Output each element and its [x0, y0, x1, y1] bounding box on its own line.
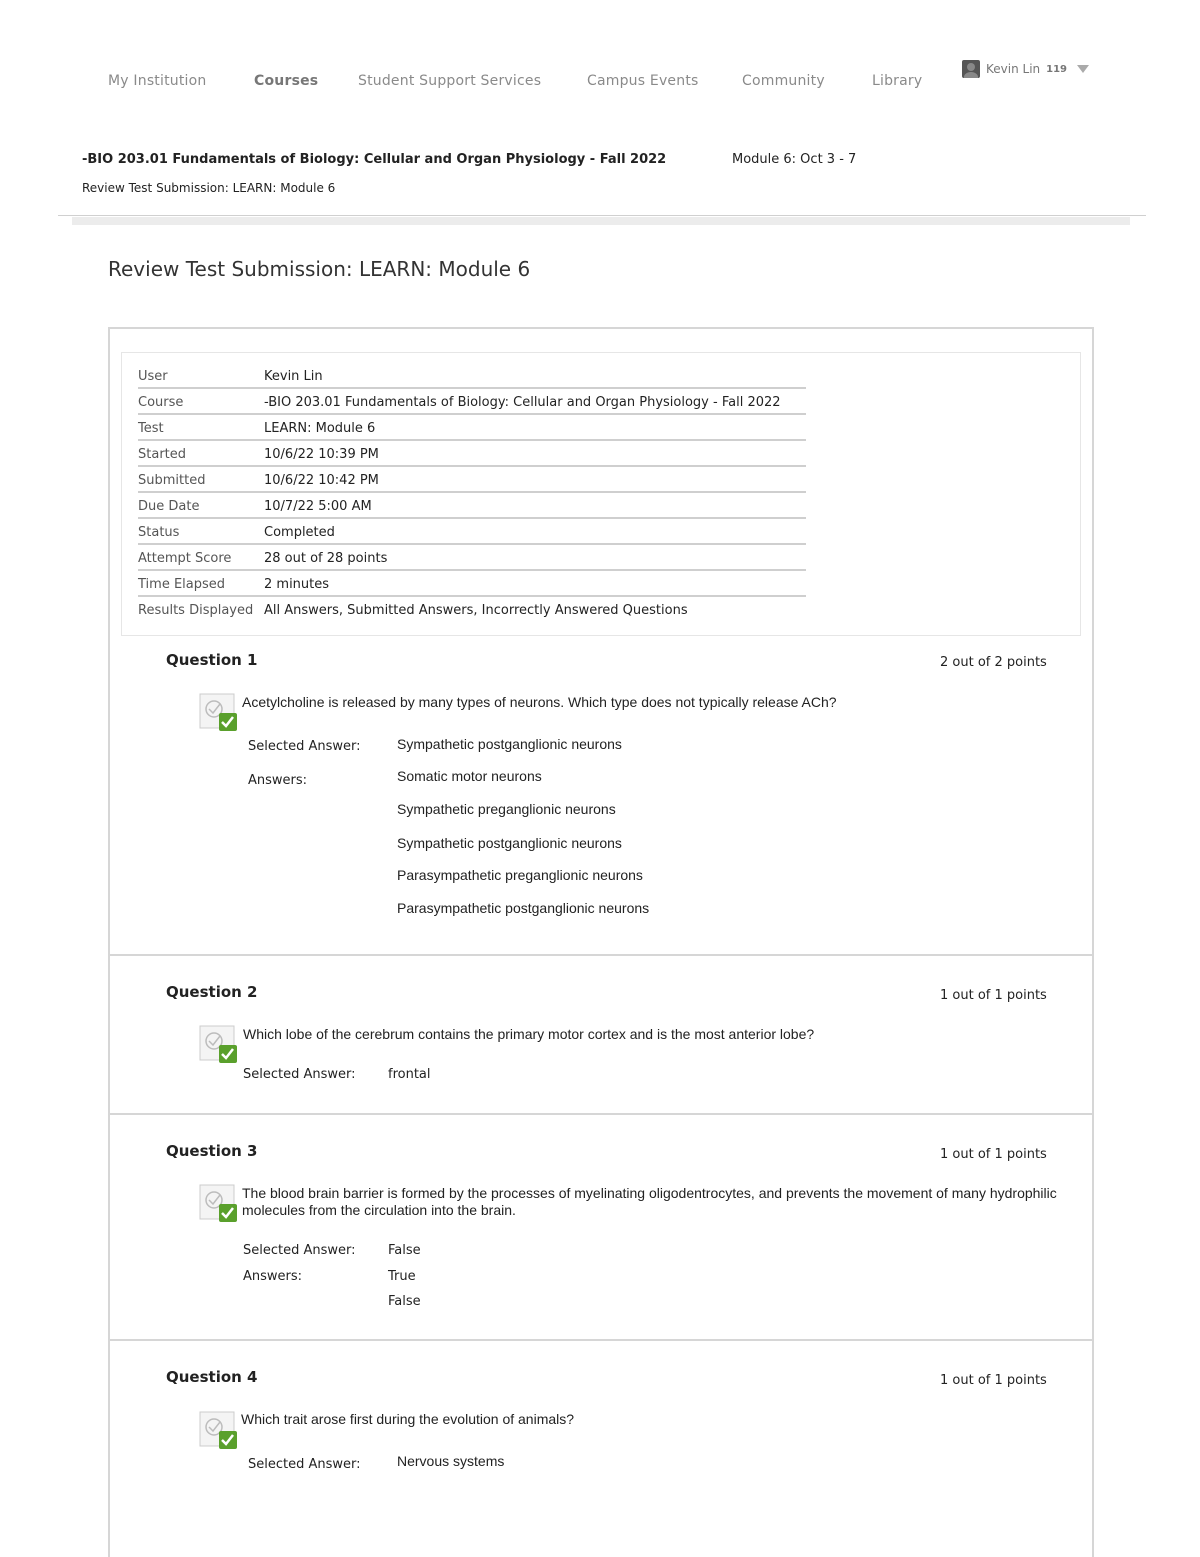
answer-option: Parasympathetic preganglionic neurons — [397, 867, 643, 883]
answer-option: Somatic motor neurons — [397, 768, 542, 784]
detail-value: 10/6/22 10:42 PM — [264, 473, 379, 488]
answer-option: Parasympathetic postganglionic neurons — [397, 900, 650, 916]
detail-value: 10/6/22 10:39 PM — [264, 447, 379, 462]
question-3-title: Question 3 — [166, 1142, 258, 1160]
answer-option: Sympathetic preganglionic neurons — [397, 801, 616, 817]
detail-label: Due Date — [138, 499, 200, 514]
correct-check-icon — [199, 1025, 237, 1063]
detail-row-started — [138, 441, 806, 467]
detail-label: Course — [138, 395, 184, 410]
detail-row-submitted — [138, 467, 806, 493]
nav-courses[interactable]: Courses — [254, 73, 319, 89]
question-1-title: Question 1 — [166, 651, 258, 669]
selected-answer-value: frontal — [388, 1067, 431, 1082]
chevron-down-icon[interactable] — [1077, 65, 1089, 73]
avatar — [962, 60, 980, 78]
detail-row-course — [138, 389, 806, 415]
detail-value: LEARN: Module 6 — [264, 421, 376, 436]
answer-option: True — [388, 1269, 416, 1284]
nav-campus-events[interactable]: Campus Events — [587, 73, 699, 89]
correct-check-icon — [199, 1184, 237, 1222]
detail-row-attempt-score — [138, 545, 806, 571]
detail-label: Results Displayed — [138, 603, 254, 618]
answer-option: False — [388, 1294, 421, 1309]
detail-label: Attempt Score — [138, 551, 232, 566]
question-3-text: The blood brain barrier is formed by the processes of myelinating oligodentrocytes, and prevents the movement of many hydrophilic molecules from the circulation into the brain. — [242, 1185, 1057, 1218]
selected-answer-value: Nervous systems — [397, 1453, 505, 1469]
correct-check-icon — [199, 1411, 237, 1449]
breadcrumb-course[interactable]: -BIO 203.01 Fundamentals of Biology: Cellular and Organ Physiology - Fall 2022 — [82, 152, 667, 167]
page-title: Review Test Submission: LEARN: Module 6 — [108, 257, 531, 281]
question-4-title: Question 4 — [166, 1368, 258, 1386]
detail-row-test — [138, 415, 806, 441]
detail-row-time-elapsed — [138, 571, 806, 597]
question-1-points: 2 out of 2 points — [940, 655, 1047, 670]
selected-answer-label: Selected Answer: — [248, 739, 361, 754]
detail-label: Submitted — [138, 473, 206, 488]
question-separator — [108, 954, 1094, 956]
selected-answer-label: Selected Answer: — [243, 1243, 356, 1258]
selected-answer-label: Selected Answer: — [243, 1067, 356, 1082]
detail-label: Test — [138, 421, 164, 436]
breadcrumb-page: Review Test Submission: LEARN: Module 6 — [82, 181, 336, 195]
question-4-text: Which trait arose first during the evolution of animals? — [241, 1411, 575, 1427]
question-3-points: 1 out of 1 points — [940, 1147, 1047, 1162]
question-2-points: 1 out of 1 points — [940, 988, 1047, 1003]
selected-answer-value: Sympathetic postganglionic neurons — [397, 736, 622, 752]
answer-option: Sympathetic postganglionic neurons — [397, 835, 622, 851]
question-2-text: Which lobe of the cerebrum contains the primary motor cortex and is the most anterior lobe? — [243, 1026, 815, 1042]
nav-library[interactable]: Library — [872, 73, 923, 89]
question-separator — [108, 1339, 1094, 1341]
detail-row-due-date — [138, 493, 806, 519]
question-2-title: Question 2 — [166, 983, 258, 1001]
selected-answer-value: False — [388, 1243, 421, 1258]
detail-value: All Answers, Submitted Answers, Incorrectly Answered Questions — [264, 603, 688, 618]
notification-count: 119 — [1046, 63, 1068, 75]
detail-row-status — [138, 519, 806, 545]
detail-label: Status — [138, 525, 180, 540]
user-menu[interactable] — [962, 60, 1089, 78]
detail-value: 28 out of 28 points — [264, 551, 388, 566]
detail-value: Kevin Lin — [264, 369, 323, 384]
user-name: Kevin Lin — [986, 62, 1041, 76]
detail-label: User — [138, 369, 168, 384]
detail-value: Completed — [264, 525, 335, 540]
header-divider — [58, 215, 1146, 216]
nav-community[interactable]: Community — [742, 73, 825, 89]
detail-value: -BIO 203.01 Fundamentals of Biology: Cellular and Organ Physiology - Fall 2022 — [264, 395, 781, 410]
nav-student-support-services[interactable]: Student Support Services — [358, 73, 542, 89]
nav-my-institution[interactable]: My Institution — [108, 73, 207, 89]
detail-row-user — [138, 363, 806, 389]
answers-label: Answers: — [248, 773, 308, 788]
correct-check-icon — [199, 693, 237, 731]
detail-label: Started — [138, 447, 187, 462]
question-1-text: Acetylcholine is released by many types of neurons. Which type does not typically release ACh? — [242, 694, 837, 710]
selected-answer-label: Selected Answer: — [248, 1457, 361, 1472]
question-4-points: 1 out of 1 points — [940, 1373, 1047, 1388]
question-separator — [108, 1113, 1094, 1115]
detail-row-results-displayed — [138, 597, 806, 623]
detail-label: Time Elapsed — [138, 577, 226, 592]
detail-value: 10/7/22 5:00 AM — [264, 499, 372, 514]
header-shadow — [72, 217, 1130, 225]
answers-label: Answers: — [243, 1269, 303, 1284]
detail-value: 2 minutes — [264, 577, 330, 592]
breadcrumb-module[interactable]: Module 6: Oct 3 - 7 — [732, 152, 857, 167]
